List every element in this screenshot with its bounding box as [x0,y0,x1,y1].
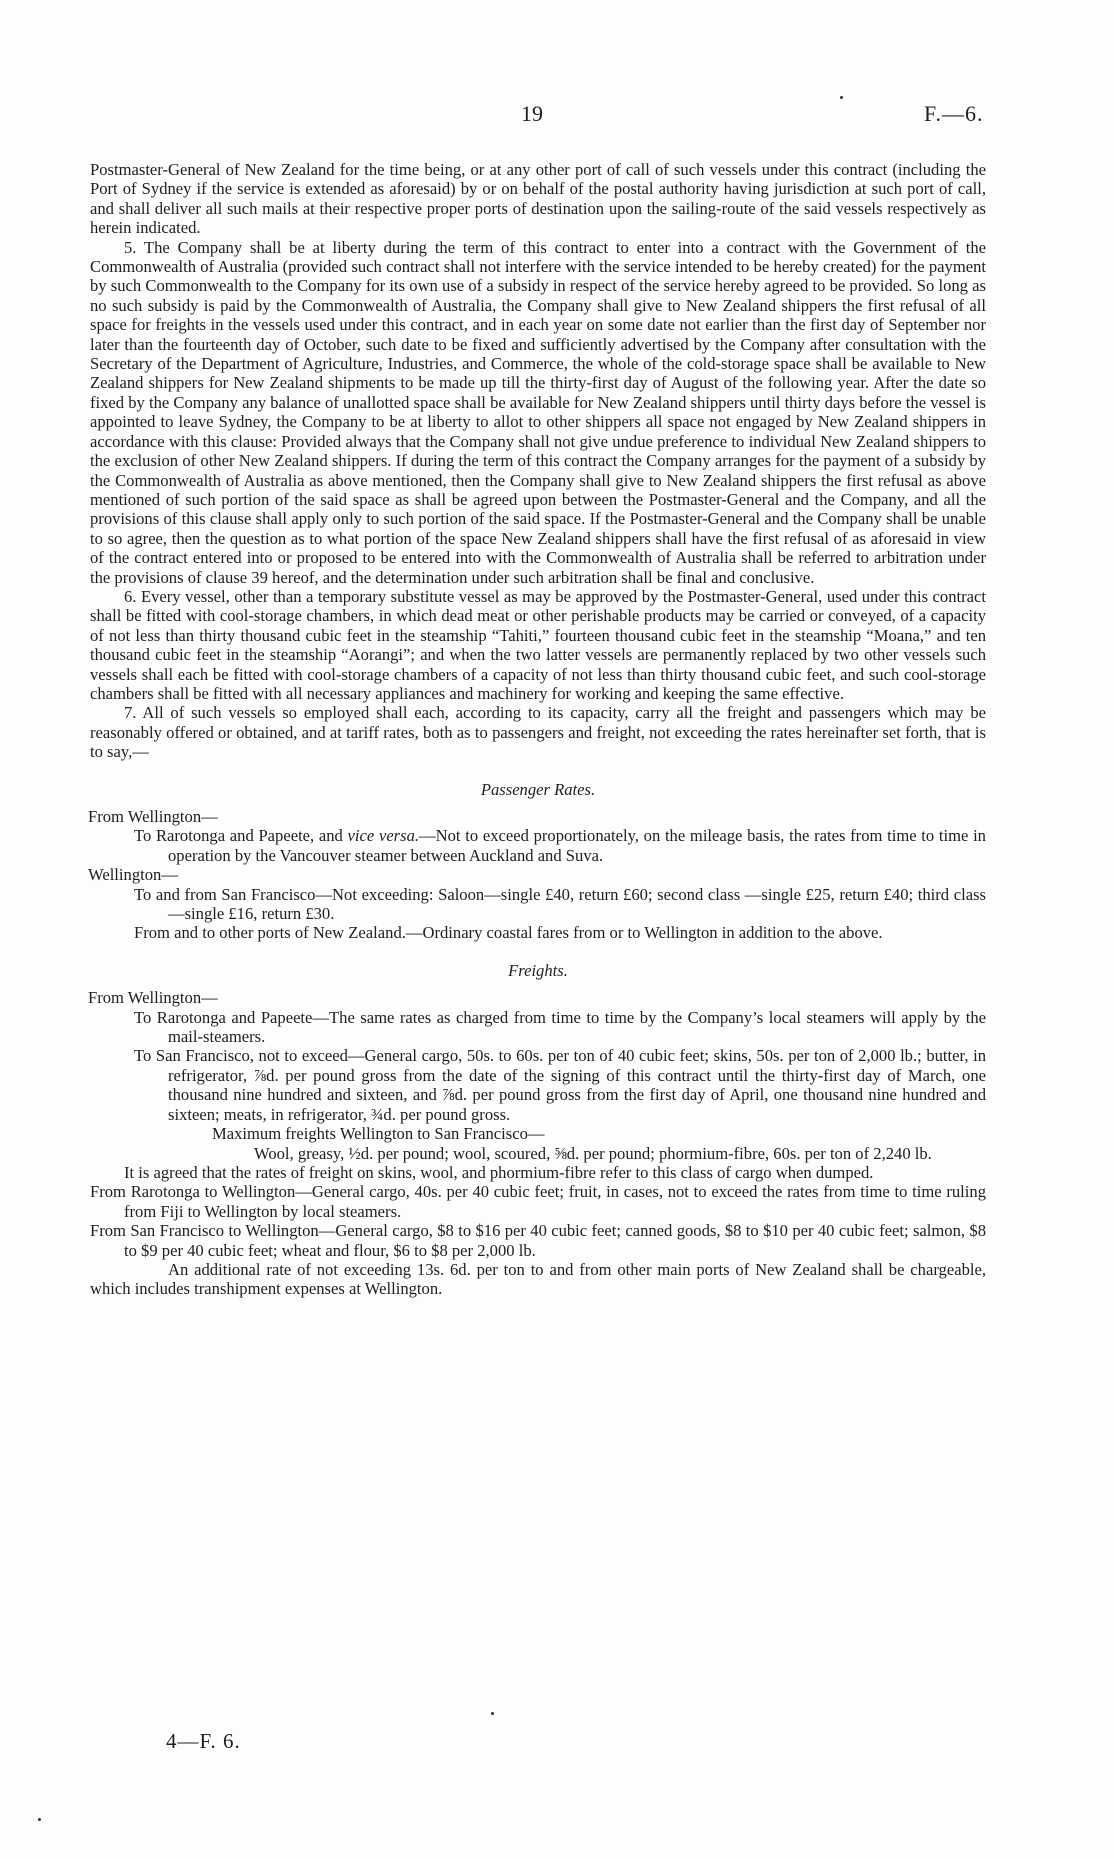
maximum-freights-items: Wool, greasy, ½d. per pound; wool, scoured, ⅝d. per pound; phormium-fibre, 60s. per ton of 2,240 lb. [254,1143,932,1163]
sheet-mark: 4—F. 6. [166,1729,241,1753]
freights-heading: Freights. [508,960,568,980]
page-number: 19 [521,101,543,126]
freight-san-francisco-rate: To San Francisco, not to exceed—General cargo, 50s. to 60s. per ton of 40 cubic feet; skins, 50s. per ton of 2,000 lb.; butter, in refrigerator, ⅞d. per pound gross from the date of the signing of this contract until the thirty-first day of March, one thousand nine hundred and sixteen, and ⅞d. per pound gross from the first day of April, one thousand nine hundred and sixteen; meats, in refrigerator, ¾d. per pound gross. [134,1046,986,1124]
passenger-rates-heading: Passenger Rates. [480,779,596,799]
paragraph-continued: Postmaster-General of New Zealand for the time being, or at any other port of call of such vessels under this contract (including the Port of Sydney if the service is extended as aforesaid) by or on behalf of the postal authority having jurisdiction at such port of call, and shall deliver all such mails at their respective proper ports of destination upon the sailing-route of the said vessels respectively as herein indicated. [90,160,986,238]
maximum-freights-heading: Maximum freights Wellington to San Francisco— [212,1124,545,1144]
speck-mark [491,1712,494,1715]
freight-san-francisco-to-wellington: From San Francisco to Wellington—General cargo, $8 to $16 per 40 cubic feet; canned goods, $8 to $10 per 40 cubic feet; salmon, $8 to $9 per 40 cubic feet; wheat and flour, $6 to $8 per 2,000 lb. [90,1221,986,1260]
freight-agreement-note: It is agreed that the rates of freight on skins, wool, and phormium-fibre refer to this class of cargo when dumped. [124,1162,874,1182]
document-body [90,160,986,1299]
clause-5: 5. The Company shall be at liberty during the term of this contract to enter into a contract with the Government of the Commonwealth of Australia (provided such contract shall not interfere with the service intended to be hereby created) for the payment by such Commonwealth to the Company for its own use of a subsidy in respect of the service hereby agreed to be provided. So long as no such subsidy is paid by the Commonwealth of Australia, the Company shall give to New Zealand shippers the first refusal of all space for freights in the vessels used under this contract, and in each year on some date not earlier than the first day of September nor later than the fourteenth day of October, such date to be fixed and sufficiently advertised by the Company after consultation with the Secretary of the Department of Agriculture, Industries, and Commerce, the whole of the cold-storage space shall be available to New Zealand shippers for New Zealand shipments to be made up till the thirty-first day of August of the following year. After the date so fixed by the Company any balance of unallotted space shall be available for New Zealand shippers until thirty days before the vessel is appointed to leave Sydney, the Company to be at liberty to allot to other shippers all space not engaged by New Zealand shippers in accordance with this clause: Provided always that the Company shall not give undue preference to individual New Zealand shippers to the exclusion of other New Zealand shippers. If during the term of this contract the Company arranges for the payment of a subsidy by the Commonwealth of Australia as above mentioned, then the Company shall give to New Zealand shippers the first refusal as above mentioned of such portion of the said space as shall be agreed upon between the Postmaster-General and the Company, and all the provisions of this clause shall apply only to such portion of the said space. If the Postmaster-General and the Company shall be unable to so agree, then the question as to what portion of the space New Zealand shippers shall have the first refusal of as aforesaid in view of the contract entered into or proposed to be entered into with the Commonwealth of Australia shall be referred to arbitration under the provisions of clause 39 hereof, and the determination under such arbitration shall be final and conclusive. [90,237,986,587]
rarotonga-lead: To Rarotonga and Papeete, and [134,826,348,846]
rarotonga-rest: —Not to exceed proportionately, on the mileage basis, the rates from time to time in operation by the Vancouver steamer between Auckland and Suva. [168,826,986,865]
speck-mark [38,1818,41,1821]
vice-versa-italic: vice versa. [347,826,420,846]
freight-rarotonga-rate: To Rarotonga and Papeete—The same rates as charged from time to time by the Company’s local steamers will apply by the mail-steamers. [134,1007,986,1047]
freight-rarotonga-to-wellington: From Rarotonga to Wellington—General cargo, 40s. per 40 cubic feet; fruit, in cases, not to exceed the rates from time to time ruling from Fiji to Wellington by local steamers. [90,1182,986,1221]
freight-additional-rate: An additional rate of not exceeding 13s. 6d. per ton to and from other main ports of New Zealand shall be chargeable, which includes transhipment expenses at Wellington. [90,1259,986,1299]
passenger-other-ports-rate: From and to other ports of New Zealand.—Ordinary coastal fares from or to Wellington in addition to the above. [134,923,883,943]
freights-from-wellington: From Wellington— [88,988,218,1008]
speck-mark [840,96,843,99]
clause-7: 7. All of such vessels so employed shall each, according to its capacity, carry all the freight and passengers which may be reasonably offered or obtained, and at tariff rates, both as to passengers and freight, not exceeding the rates hereinafter set forth, that is to say,— [90,703,986,762]
passenger-san-francisco-rate: To and from San Francisco—Not exceeding: Saloon—single £40, return £60; second class —single £25, return £40; third class—single £16, return £30. [134,884,986,924]
passenger-from-wellington: From Wellington— [88,807,218,826]
document-reference: F.—6. [924,101,984,126]
clause-6: 6. Every vessel, other than a temporary substitute vessel as may be approved by the Postmaster-General, used under this contract shall be fitted with cool-storage chambers, in which dead meat or other perishable products may be carried or conveyed, of a capacity of not less than thirty thousand cubic feet in the steamship “Tahiti,” fourteen thousand cubic feet in the steamship “Moana,” and ten thousand cubic feet in the steamship “Aorangi”; and when the two latter vessels are permanently replaced by two other vessels such vessels shall each be fitted with cool-storage chambers of a capacity of not less than thirty thousand cubic feet, and such cool-storage chambers shall be fitted with all necessary appliances and machinery for working and keeping the same effective. [90,586,986,703]
passenger-wellington: Wellington— [88,865,178,885]
passenger-rarotonga-rate [134,826,986,865]
